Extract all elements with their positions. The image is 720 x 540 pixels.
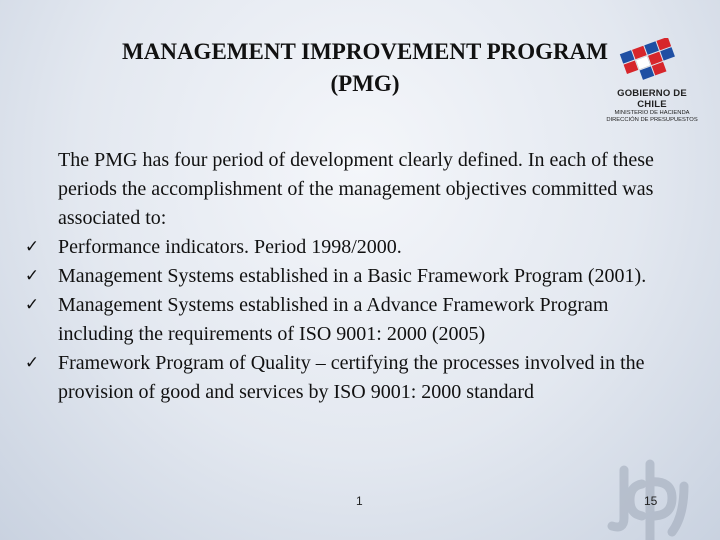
- footer-number: 1: [356, 494, 363, 508]
- bullet-item: [24, 262, 668, 291]
- logo-text-gobierno: GOBIERNO DE CHILE: [617, 88, 687, 110]
- bullet-text: Management Systems established in a Basic Framework Program (2001).: [58, 265, 647, 287]
- checkmark-icon: ✓: [24, 295, 40, 315]
- gobierno-de-chile-logo: [604, 38, 700, 122]
- logo-text-direccion: DIRECCIÓN DE PRESUPUESTOS: [606, 117, 698, 123]
- bullet-text: Performance indicators. Period 1998/2000.: [58, 236, 402, 258]
- bullet-text: Framework Program of Quality – certifying the processes involved in the provision of good and services by ISO 9001: 2000 standard: [58, 352, 645, 403]
- slide-body: [24, 146, 668, 407]
- intro-paragraph: The PMG has four period of development clearly defined. In each of these periods the accomplishment of the management objectives committed was associated to:: [58, 149, 654, 229]
- bullet-item: [24, 291, 668, 349]
- title-line-2: (PMG): [330, 71, 400, 97]
- checkmark-icon: ✓: [24, 237, 40, 257]
- title-line-1: MANAGEMENT IMPROVEMENT PROGRAM: [122, 39, 608, 64]
- bullet-item: [24, 349, 668, 407]
- bullet-item: [24, 233, 668, 262]
- page-number: 15: [644, 494, 658, 508]
- logo-text-ministerio: MINISTERIO DE HACIENDA: [614, 110, 690, 116]
- checkmark-icon: ✓: [24, 266, 40, 286]
- bullet-text: Management Systems established in a Advance Framework Program including the requirements of ISO 9001: 2000 (2005): [58, 294, 609, 345]
- chile-logo-icon: [618, 38, 684, 84]
- checkmark-icon: ✓: [24, 353, 40, 373]
- slide-title: [40, 36, 690, 100]
